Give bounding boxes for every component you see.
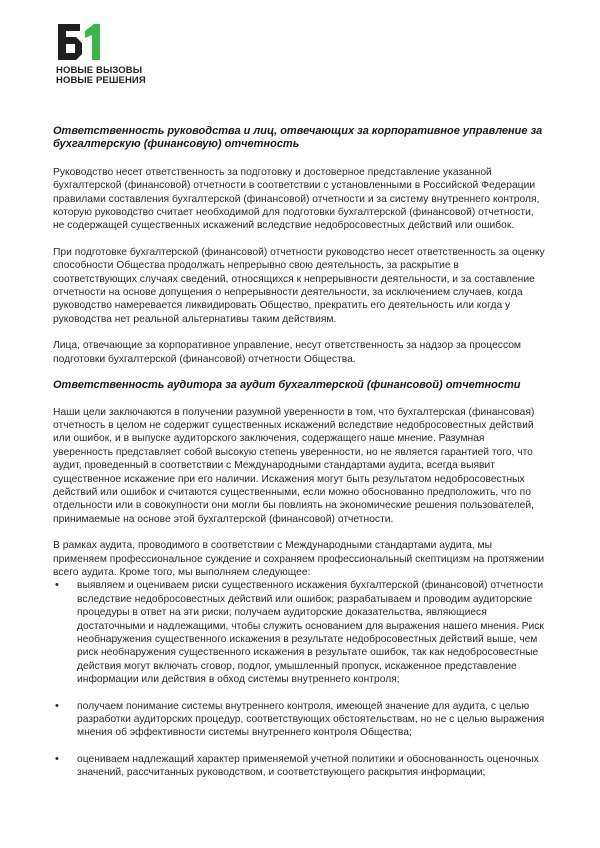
paragraph: В рамках аудита, проводимого в соответствии с Международными стандартами аудита, мы применяем профессиональное суждение и сохраняем профессиональный скептицизм на протяжении всего аудита. Кроме того, мы выполняем следующее: (53, 540, 545, 578)
bullet-icon: • (55, 752, 59, 765)
bullet-icon: • (55, 579, 59, 592)
paragraph: При подготовке бухгалтерской (финансовой) отчетности руководство несет ответственность за оценку способности Общества продолжать непрерывно свою деятельность, за раскрытие в соответствующих случаях сведений, относящихся к непрерывности деятельности, и за составление отчетности на основе допущения о непрерывности деятельности, за исключением случаев, когда руководство намеревается ликвидировать Общество, прекратить его деятельность или когда у руководства нет реальной альтернативы таким действиям. (53, 246, 545, 325)
audit-procedures-list (53, 579, 545, 779)
bullet-icon: • (55, 699, 59, 712)
list-item (53, 753, 545, 780)
list-item-text: получаем понимание системы внутреннего контроля, имеющей значение для аудита, с целью разработки аудиторских процедур, соответствующих обстоятельствам, но не с целью выражения мнения об эффективности системы внутреннего контроля Общества; (77, 700, 545, 739)
list-item-text: оцениваем надлежащий характер применяемой учетной политики и обоснованность оценочных значений, рассчитанных руководством, и соответствующего раскрытия информации; (77, 753, 539, 779)
list-item (53, 579, 545, 686)
section-heading-auditor-responsibility: Ответственность аудитора за аудит бухгалтерской (финансовой) отчетности (53, 379, 521, 392)
section-heading-management-responsibility: Ответственность руководства и лиц, отвечающих за корпоративное управление за бухгалтерскую (финансовую) отчетность (53, 125, 543, 151)
logo-tagline-2: НОВЫЕ РЕШЕНИЯ (56, 75, 146, 86)
company-logo (56, 23, 146, 86)
logo-tagline-1: НОВЫЕ ВЫЗОВЫ (56, 65, 143, 76)
paragraph: Наши цели заключаются в получении разумной уверенности в том, что бухгалтерская (финансовая) отчетность в целом не содержит существенных искажений вследствие недобросовестных действий или ошибок, и в выпуске аудиторского заключения, содержащего наше мнение. Разумная уверенность представляет собой высокую степень уверенности, но не является гарантией того, что аудит, проведенный в соответствии с Международными стандартами аудита, всегда выявит существенное искажение при его наличии. Искажения могут быть результатом недобросовестных действий или ошибок и считаются существенными, если можно обоснованно предположить, что по отдельности или в совокупности они могли бы повлиять на экономические решения пользователей, принимаемые на основе этой бухгалтерской (финансовой) отчетности. (53, 406, 535, 525)
b1-logo-mark (56, 23, 102, 61)
paragraph: Лица, отвечающие за корпоративное управление, несут ответственность за надзор за процессом подготовки бухгалтерской (финансовой) отчетности Общества. (53, 340, 522, 365)
list-item-text: выявляем и оцениваем риски существенного искажения бухгалтерской (финансовой) отчетности вследствие недобросовестных действий или ошибок; разрабатываем и проводим аудиторские процедуры в ответ на эти риски; получаем аудиторские доказательства, являющиеся достаточными и надлежащими, чтобы служить основанием для выражения нашего мнения. Риск необнаружения существенного искажения в результате недобросовестных действий выше, чем риск необнаружения существенного искажения в результате ошибок, так как недобросовестные действия могут включать сговор, подлог, умышленный пропуск, искаженное представление информации или действия в обход системы внутреннего контроля; (77, 580, 544, 686)
document-body (53, 125, 545, 780)
paragraph: Руководство несет ответственность за подготовку и достоверное представление указанной бухгалтерской (финансовой) отчетности в соответствии с установленными в Российской Федерации правилами составления бухгалтерской (финансовой) отчетности и за систему внутреннего контроля, которую руководство считает необходимой для подготовки бухгалтерской (финансовой) отчетности, не содержащей существенных искажений вследствие недобросовестных действий или ошибок. (53, 166, 540, 232)
list-item (53, 700, 545, 740)
